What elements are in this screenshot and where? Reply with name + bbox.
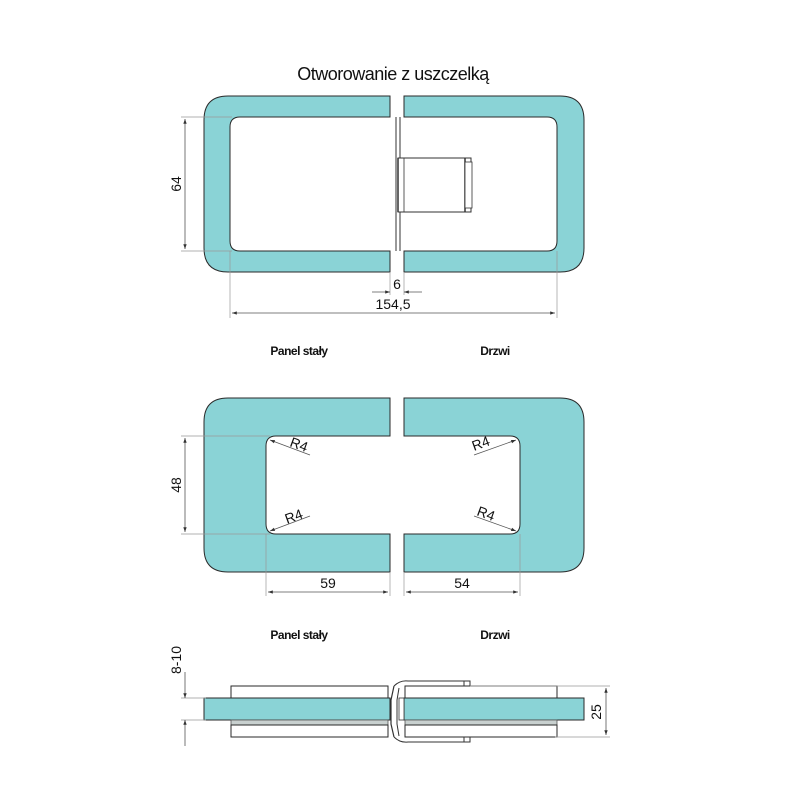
total-width-dimension: 154,5	[375, 296, 411, 312]
right-cutout-dimension: 54	[454, 575, 470, 591]
fixed-panel-label: Panel stały	[270, 344, 328, 358]
radius-top-right: R4	[469, 432, 492, 454]
cutout-view	[168, 398, 584, 596]
left-gasket	[231, 720, 388, 725]
top-view	[168, 96, 584, 318]
left-top-cover-plate	[231, 686, 388, 698]
door-label-2: Drzwi	[480, 628, 510, 642]
total-height-dimension: 25	[588, 704, 604, 720]
cutout-left-glass-panel	[204, 398, 390, 572]
side-view	[168, 646, 610, 746]
right-glass-section	[404, 698, 584, 720]
top-left-glass-panel	[204, 96, 390, 272]
cutout-height-dimension: 48	[168, 477, 184, 493]
glass-thickness-dimension: 8-10	[168, 645, 184, 675]
right-top-cover-plate	[405, 686, 557, 698]
gap-dimension: 6	[393, 276, 401, 292]
right-gasket	[405, 720, 557, 725]
cutout-right-glass-panel	[404, 398, 584, 572]
door-label: Drzwi	[480, 344, 510, 358]
hinge-leaf	[398, 158, 471, 212]
top-height-dimension: 64	[168, 176, 184, 192]
drawing-title: Otworowanie z uszczelką	[297, 64, 489, 84]
radius-top-left: R4	[287, 433, 311, 455]
radius-bottom-right: R4	[474, 502, 498, 524]
fixed-panel-label-2: Panel stały	[270, 628, 328, 642]
left-cutout-dimension: 59	[320, 575, 336, 591]
left-bottom-cover-plate	[231, 725, 388, 737]
left-glass-section	[204, 698, 390, 720]
radius-bottom-left: R4	[282, 505, 305, 527]
right-bottom-cover-plate	[405, 725, 557, 737]
